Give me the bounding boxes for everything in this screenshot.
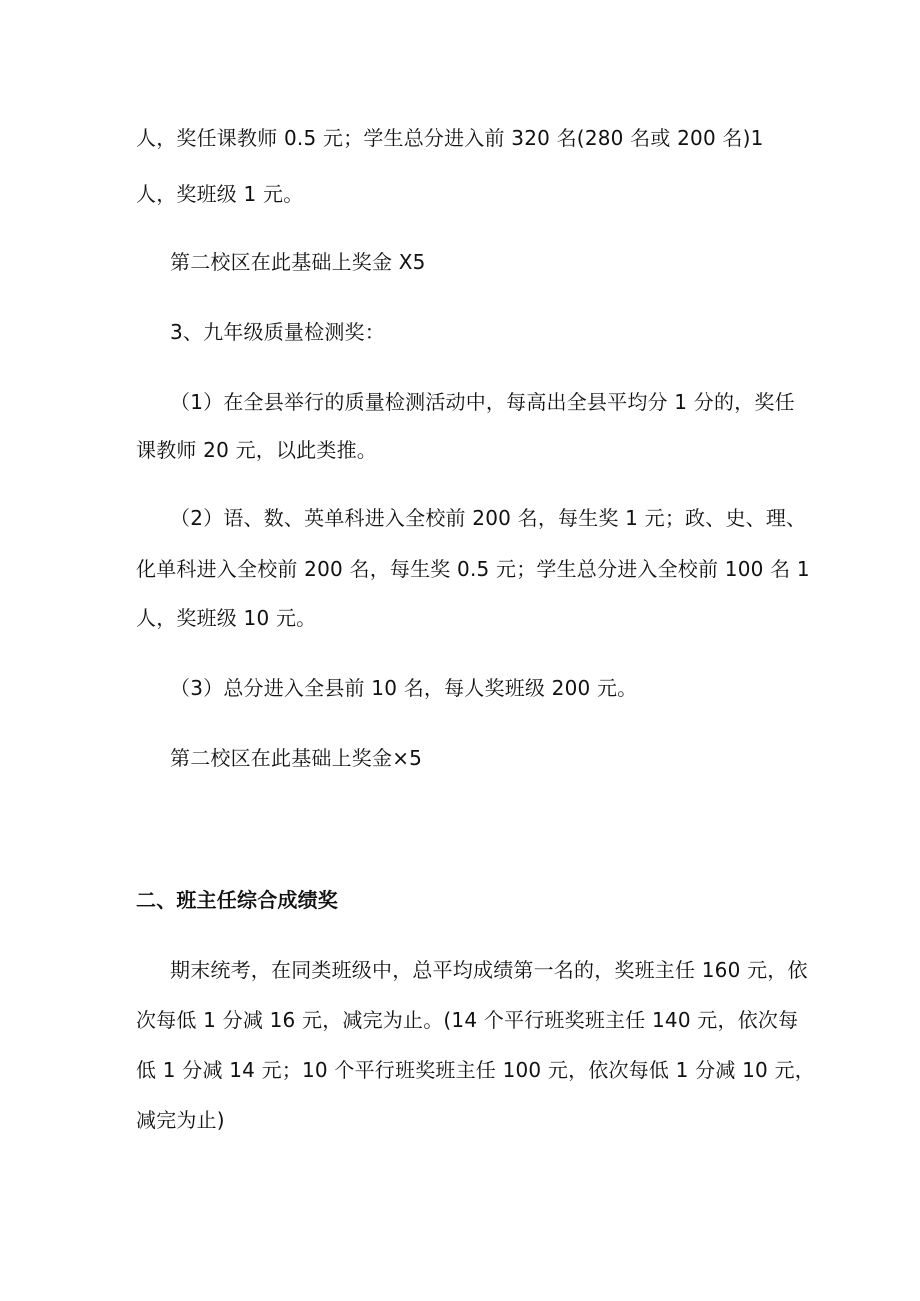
- campus-note: 第二校区在此基础上奖金 X5: [170, 250, 426, 274]
- campus-note: 第二校区在此基础上奖金×5: [170, 746, 423, 770]
- text-line: 人，奖班级 1 元。: [136, 182, 304, 206]
- text-line: 人，奖班级 10 元。: [136, 606, 317, 630]
- paragraph-line: 低 1 分减 14 元；10 个平行班奖班主任 100 元，依次每低 1 分减 10 元，: [136, 1058, 815, 1082]
- paragraph-line: 减完为止): [136, 1108, 225, 1132]
- section-heading: 3、九年级质量检测奖：: [170, 320, 385, 344]
- text-line: 课教师 20 元，以此类推。: [136, 438, 377, 462]
- text-line: 人，奖任课教师 0.5 元；学生总分进入前 320 名(280 名或 200 名)1: [136, 126, 764, 150]
- paragraph-line: 次每低 1 分减 16 元，减完为止。(14 个平行班奖班主任 140 元，依次每: [136, 1008, 799, 1032]
- paragraph-line: 期末统考，在同类班级中，总平均成绩第一名的，奖班主任 160 元，依: [170, 958, 808, 982]
- text-line: 化单科进入全校前 200 名，每生奖 0.5 元；学生总分进入全校前 100 名 1: [136, 557, 810, 581]
- list-item: （2）语、数、英单科进入全校前 200 名，每生奖 1 元；政、史、理、: [170, 506, 807, 530]
- list-item: （1）在全县举行的质量检测活动中，每高出全县平均分 1 分的，奖任: [170, 390, 795, 414]
- section-heading: 二、班主任综合成绩奖: [136, 888, 338, 912]
- list-item: （3）总分进入全县前 10 名，每人奖班级 200 元。: [170, 676, 638, 700]
